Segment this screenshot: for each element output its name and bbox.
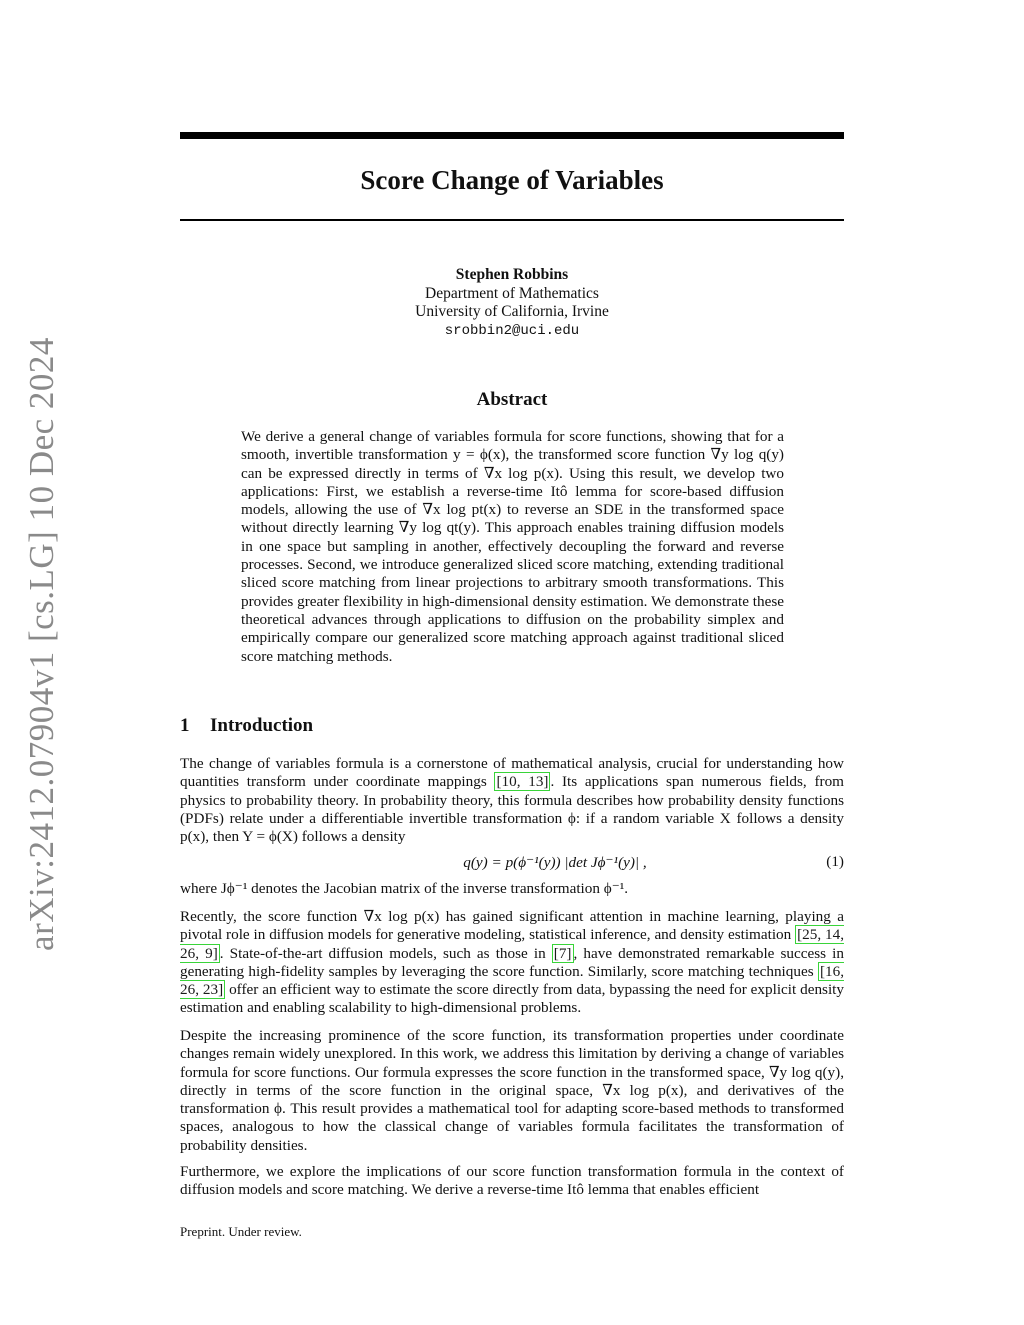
citation-link[interactable]: [25, 14, 26, 9]: [180, 926, 844, 962]
section-number: 1: [180, 715, 190, 736]
equation-body: q(y) = p(ϕ⁻¹(y)) |det Jϕ⁻¹(y)| ,: [463, 854, 647, 871]
section-heading: [180, 714, 844, 738]
author-block: [180, 266, 844, 340]
abstract-text: We derive a general change of variables formula for score functions, showing that for a smooth, invertible transformation y = ϕ(x), the transformed score function ∇y log q(y) can be expressed directly in terms of ∇x log p(x). Using this result, we develop two applications: First, we establish a reverse-time Itô lemma for score-based diffusion models, allowing the use of ∇x log pt(x) to reverse an SDE in the transformed space without directly learning ∇y log qt(y). This approach enables training diffusion models in one space but sampling in another, effectively decoupling the forward and reverse processes. Second, we introduce generalized sliced score matching, extending traditional sliced score matching from linear projections to arbitrary smooth transformations. This provides greater flexibility in high-dimensional density estimation. We demonstrate these theoretical advances through applications to diffusion on the probability simplex and empirically compare our generalized score matching approach against traditional sliced score matching methods.: [241, 428, 784, 665]
arxiv-identifier: arXiv:2412.07904v1 [cs.LG] 10 Dec 2024: [22, 337, 61, 951]
author-university: University of California, Irvine: [415, 303, 609, 320]
paragraph-text: . Its applications span numerous fields, from physics to probability theory. In probability theory, this formula describes how probability density functions (PDFs) relate under a differentiable invertible transformation ϕ: if a random variable X follows a density p(x), then Y = ϕ(X) follows a density: [180, 773, 844, 846]
paragraph-text: The change of variables formula is a cornerstone of mathematical analysis, crucial for understanding how quantities transform under coordinate mappings: [180, 755, 844, 791]
citation-link[interactable]: [7]: [553, 944, 572, 962]
citation-link[interactable]: [16, 26, 23]: [180, 962, 844, 999]
title-rule-bottom: [180, 219, 844, 221]
paragraph-1: [180, 755, 844, 846]
paragraph-4: Furthermore, we explore the implications of our score function transformation formula in the context of diffusion models and score matching. We derive a reverse-time Itô lemma that enables efficient: [180, 1163, 844, 1199]
abstract-heading: Abstract: [476, 389, 548, 410]
title-rule-top: [180, 132, 844, 139]
citation-link[interactable]: [10, 13]: [496, 773, 549, 791]
footer-note: Preprint. Under review.: [180, 1224, 302, 1239]
paragraph-1-continued: where Jϕ⁻¹ denotes the Jacobian matrix of the inverse transformation ϕ⁻¹.: [180, 880, 629, 897]
author-department: Department of Mathematics: [425, 284, 599, 302]
author-email[interactable]: srobbin2@uci.edu: [444, 322, 580, 339]
paragraph-text: , have demonstrated remarkable success in generating high-fidelity samples by leveraging the score function. Similarly, score matching techniques: [180, 944, 844, 980]
paragraph-2: [180, 908, 844, 1018]
section-title: Introduction: [210, 715, 314, 736]
paragraph-text: offer an efficient way to estimate the score directly from data, bypassing the need for explicit density estimation and enabling scalability to high-dimensional problems.: [180, 981, 844, 1017]
paragraph-text: Recently, the score function ∇x log p(x) has gained significant attention in machine learning, playing a pivotal role in diffusion models for generative modeling, statistical inference, and density estimation: [180, 908, 844, 944]
paragraph-text: . State-of-the-art diffusion models, such as those in: [219, 944, 552, 962]
equation-1: [180, 853, 844, 875]
equation-label: (1): [826, 853, 844, 870]
author-name: Stephen Robbins: [455, 266, 569, 283]
paragraph-3: Despite the increasing prominence of the score function, its transformation properties under coordinate changes remain widely unexplored. In this work, we address this limitation by deriving a change of variables formula for score functions. Our formula expresses the score function in the transformed space, ∇y log q(y), directly in terms of the score function in the original space, ∇x log p(x), and derivatives of the transformation ϕ. This result provides a mathematical tool for adapting score-based methods to transformed spaces, analogous to how the classical change of variables formula facilitates the transformation of probability densities.: [180, 1027, 844, 1154]
paper-title: Score Change of Variables: [360, 165, 664, 195]
